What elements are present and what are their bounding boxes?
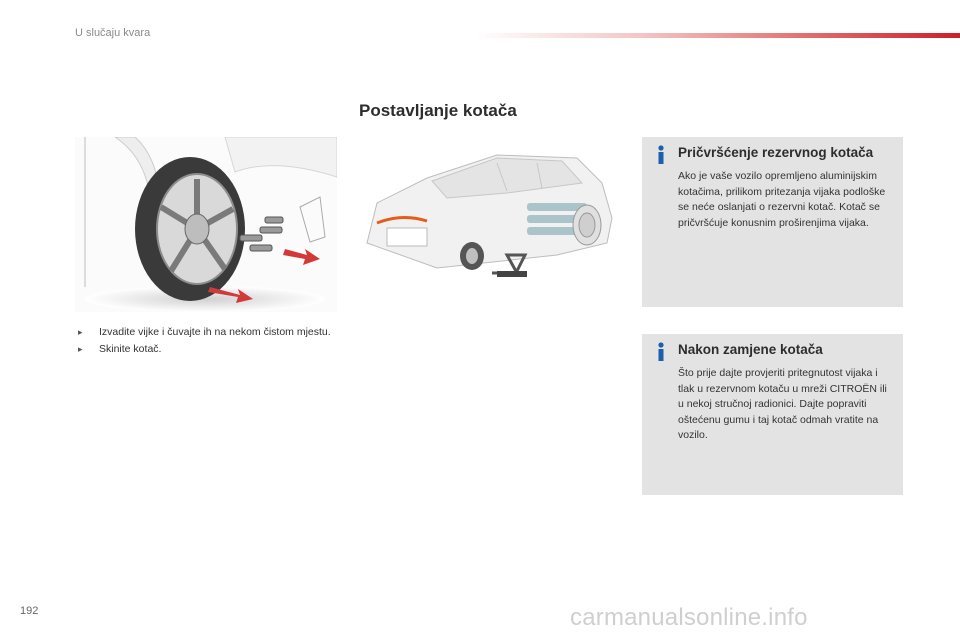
info-icon xyxy=(655,342,667,362)
info-icon xyxy=(655,145,667,165)
section-title: Postavljanje kotača xyxy=(359,101,517,120)
list-item xyxy=(78,342,338,357)
info-box-spare-wheel xyxy=(642,137,903,307)
step-text: Izvadite vijke i čuvajte ih na nekom čistom mjestu. xyxy=(99,326,331,338)
info-box-text: Što prije dajte provjeriti pritegnutost vijaka i tlak u rezervnom kotaču u mreži CITROËN ili u nekoj stručnoj radionici. Dajte popraviti oštećenu gumu i taj kotač odmah vratite na vozilo. xyxy=(678,367,887,441)
header-accent-bar xyxy=(475,33,960,38)
car-on-jack-illustration xyxy=(357,143,619,288)
wheel-removal-illustration xyxy=(75,137,337,312)
info-box-title: Nakon zamjene kotača xyxy=(678,342,823,357)
header-title: U slučaju kvara xyxy=(75,27,151,39)
arrow-bullet-icon: ▸ xyxy=(78,327,83,337)
arrow-bullet-icon: ▸ xyxy=(78,344,83,354)
info-box-title: Pričvršćenje rezervnog kotača xyxy=(678,145,874,160)
info-box-text: Ako je vaše vozilo opremljeno aluminijskim kotačima, prilikom pritezanja vijaka podloške se neće oslanjati o rezervni kotač. Kotač se pričvršćuje konusnim proširenjima vijaka. xyxy=(678,170,886,229)
info-box-after-change xyxy=(642,334,903,495)
page-number: 192 xyxy=(20,605,39,617)
step-text: Skinite kotač. xyxy=(99,343,162,355)
watermark: carmanualsonline.info xyxy=(570,604,808,631)
list-item xyxy=(78,325,338,340)
instruction-steps xyxy=(78,325,338,359)
